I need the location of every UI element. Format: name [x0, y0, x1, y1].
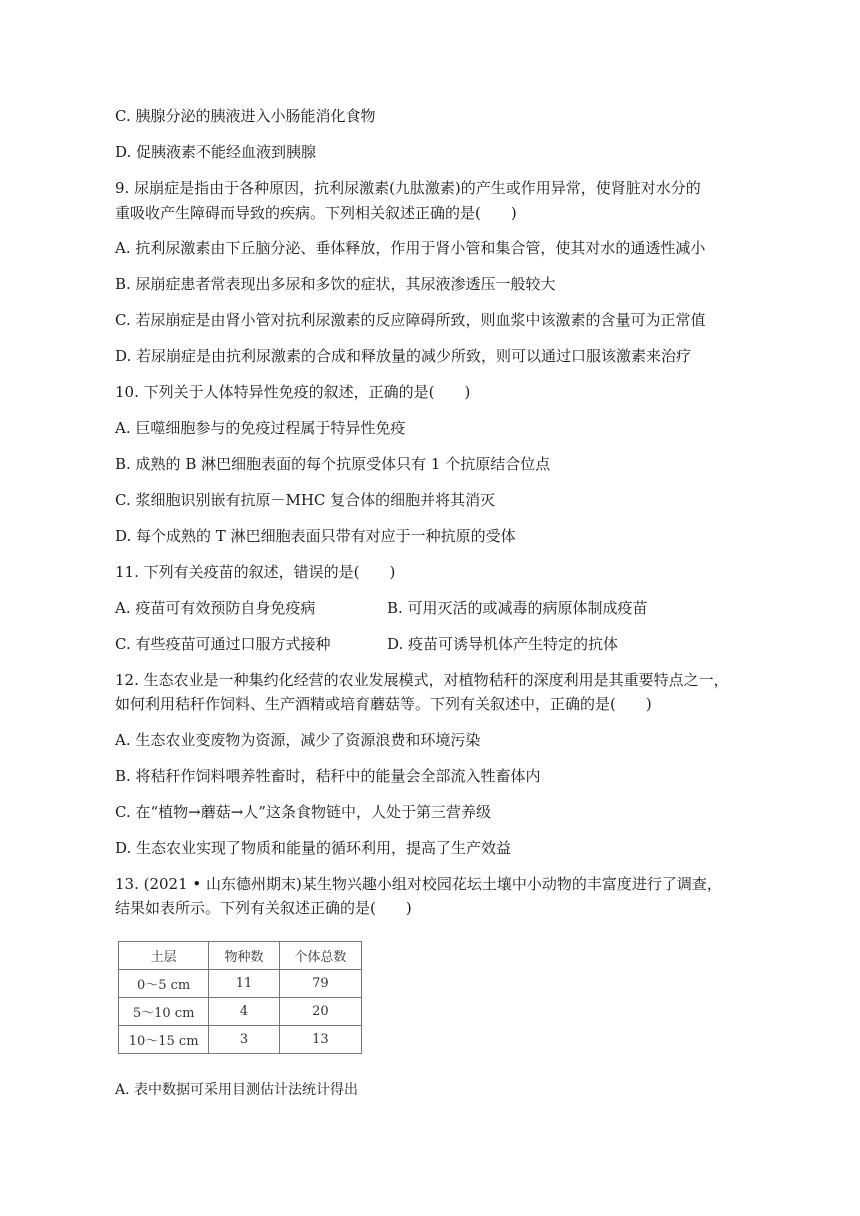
- q8-option-d: D. 促胰液素不能经血液到胰腺: [115, 143, 317, 161]
- table-cell: 79: [279, 970, 361, 998]
- q12-option-c: C. 在“植物→蘑菇→人”这条食物链中，人处于第三营养级: [115, 803, 491, 821]
- table-cell: 20: [279, 998, 361, 1026]
- q11-option-a: A. 疫苗可有效预防自身免疫病: [115, 599, 316, 617]
- q8-option-c: C. 胰腺分泌的胰液进入小肠能消化食物: [115, 107, 376, 125]
- table-header-row: [119, 942, 362, 970]
- table-row: [119, 1026, 362, 1054]
- table-row: [119, 998, 362, 1026]
- q10-option-b: B. 成熟的 B 淋巴细胞表面的每个抗原受体只有 1 个抗原结合位点: [115, 455, 551, 473]
- table-cell: 11: [209, 970, 279, 998]
- table-header-cell: 土层: [119, 942, 209, 970]
- table-header-cell: 个体总数: [279, 942, 361, 970]
- q12-option-d: D. 生态农业实现了物质和能量的循环利用，提高了生产效益: [115, 839, 512, 857]
- q11-options-row-2: [115, 634, 775, 654]
- table-cell: 13: [279, 1026, 361, 1054]
- q13-stem-line-1: 13. (2021 • 山东德州期末)某生物兴趣小组对校园花坛土壤中小动物的丰富度进行了调查，: [115, 875, 722, 893]
- q9-stem-line-1: 9. 尿崩症是指由于各种原因，抗利尿激素(九肽激素)的产生或作用异常，使肾脏对水分的: [115, 179, 701, 197]
- q10-stem: 10. 下列关于人体特异性免疫的叙述，正确的是( ): [115, 383, 471, 401]
- q12-option-a: A. 生态农业变废物为资源，减少了资源浪费和环境污染: [115, 731, 481, 749]
- q13-option-a: A. 表中数据可采用目测估计法统计得出: [115, 1082, 359, 1098]
- table-cell: 0～5 cm: [119, 970, 209, 998]
- table-cell: 10～15 cm: [119, 1026, 209, 1054]
- table-cell: 5～10 cm: [119, 998, 209, 1026]
- q9-option-b: B. 尿崩症患者常表现出多尿和多饮的症状，其尿液渗透压一般较大: [115, 275, 556, 293]
- q12-option-b: B. 将秸秆作饲料喂养牲畜时，秸秆中的能量会全部流入牲畜体内: [115, 767, 541, 785]
- q13-stem-line-2: 结果如表所示。下列有关叙述正确的是( ): [115, 899, 412, 917]
- q10-option-c: C. 浆细胞识别嵌有抗原－MHC 复合体的细胞并将其消灭: [115, 491, 496, 509]
- q12-stem-line-2: 如何利用秸秆作饲料、生产酒精或培育蘑菇等。下列有关叙述中，正确的是( ): [115, 695, 652, 713]
- q9-option-c: C. 若尿崩症是由肾小管对抗利尿激素的反应障碍所致，则血浆中该激素的含量可为正常值: [115, 311, 706, 329]
- q11-option-b: B. 可用灭活的或减毒的病原体制成疫苗: [387, 599, 648, 617]
- q12-stem-line-1: 12. 生态农业是一种集约化经营的农业发展模式，对植物秸秆的深度利用是其重要特点之一，: [115, 671, 729, 689]
- q9-option-d: D. 若尿崩症是由抗利尿激素的合成和释放量的减少所致，则可以通过口服该激素来治疗: [115, 347, 692, 365]
- table-cell: 3: [209, 1026, 279, 1054]
- q9-option-a: A. 抗利尿激素由下丘脑分泌、垂体释放，作用于肾小管和集合管，使其对水的通透性减小: [115, 239, 706, 257]
- q11-option-c: C. 有些疫苗可通过口服方式接种: [115, 635, 331, 653]
- q9-stem-line-2: 重吸收产生障碍而导致的疾病。下列相关叙述正确的是( ): [115, 204, 517, 222]
- table-header-cell: 物种数: [209, 942, 279, 970]
- q11-stem: 11. 下列有关疫苗的叙述，错误的是( ): [115, 563, 396, 581]
- q11-options-row-1: [115, 598, 775, 618]
- soil-animal-table: [118, 941, 362, 1054]
- q10-option-a: A. 巨噬细胞参与的免疫过程属于特异性免疫: [115, 419, 406, 437]
- q11-option-d: D. 疫苗可诱导机体产生特定的抗体: [387, 635, 619, 653]
- q10-option-d: D. 每个成熟的 T 淋巴细胞表面只带有对应于一种抗原的受体: [115, 527, 516, 545]
- table-row: [119, 970, 362, 998]
- table-cell: 4: [209, 998, 279, 1026]
